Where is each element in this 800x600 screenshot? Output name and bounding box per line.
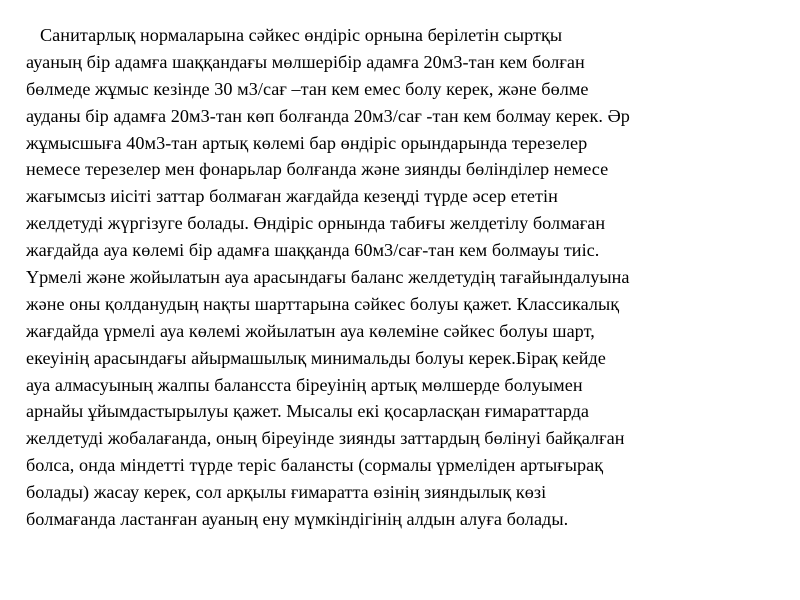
text-line: желдетуді жүргізуге болады. Өндіріс орнында табиғы желдетілу болмаған — [26, 213, 606, 234]
text-line: ауданы бір адамға 20м3-тан көп болғанда 20м3/сағ -тан кем болмау керек. Әр — [26, 105, 630, 126]
text-line: жағымсыз иісіті заттар болмаған жағдайда кезеңді түрде әсер ететін — [26, 186, 558, 207]
text-line: жағдайда үрмелі ауа көлемі жойылатын ауа көлеміне сәйкес болуы шарт, — [26, 320, 595, 341]
text-line: ауа алмасуының жалпы балансста біреуінің артық мөлшерде болуымен — [26, 374, 583, 395]
text-line: ауаның бір адамға шаққандағы мөлшерібір адамға 20м3-тан кем болған — [26, 51, 585, 72]
text-line: Санитарлық нормаларына сәйкес өндіріс орнына берілетін сыртқы — [40, 25, 563, 45]
text-line: болады) жасау керек, сол арқылы ғимаратта өзінің зияндылық көзі — [26, 482, 547, 503]
text-line: немесе терезелер мен фонарьлар болғанда және зиянды бөлінділер немесе — [26, 159, 609, 180]
body-paragraph — [26, 22, 786, 533]
text-line: екеуінің арасындағы айырмашылық минимальды болуы керек.Бірақ кейде — [26, 347, 606, 368]
text-line: бөлмеде жұмыс кезінде 30 м3/сағ –тан кем емес болу керек, және бөлме — [26, 78, 589, 99]
text-line: және оны қолданудың нақты шарттарына сәйкес болуы қажет. Классикалық — [26, 293, 620, 314]
text-line: желдетуді жобалағанда, оның біреуінде зиянды заттардың бөлінуі байқалған — [26, 428, 625, 449]
text-line: арнайы ұйымдастырылуы қажет. Мысалы екі қосарласқан ғимараттарда — [26, 401, 590, 422]
text-line: болмағанда ластанған ауаның ену мүмкіндігінің алдын алуға болады. — [26, 509, 569, 530]
text-line: Үрмелі және жойылатын ауа арасындағы баланс желдетудің тағайындалуына — [26, 267, 630, 288]
text-line: жағдайда ауа көлемі бір адамға шаққанда 60м3/сағ-тан кем болмауы тиіс. — [26, 240, 600, 261]
text-line: жұмысшыға 40м3-тан артық көлемі бар өндіріс орындарында терезелер — [26, 132, 588, 153]
text-line: болса, онда міндетті түрде теріс балансты (сормалы үрмеліден артығырақ — [26, 455, 604, 476]
